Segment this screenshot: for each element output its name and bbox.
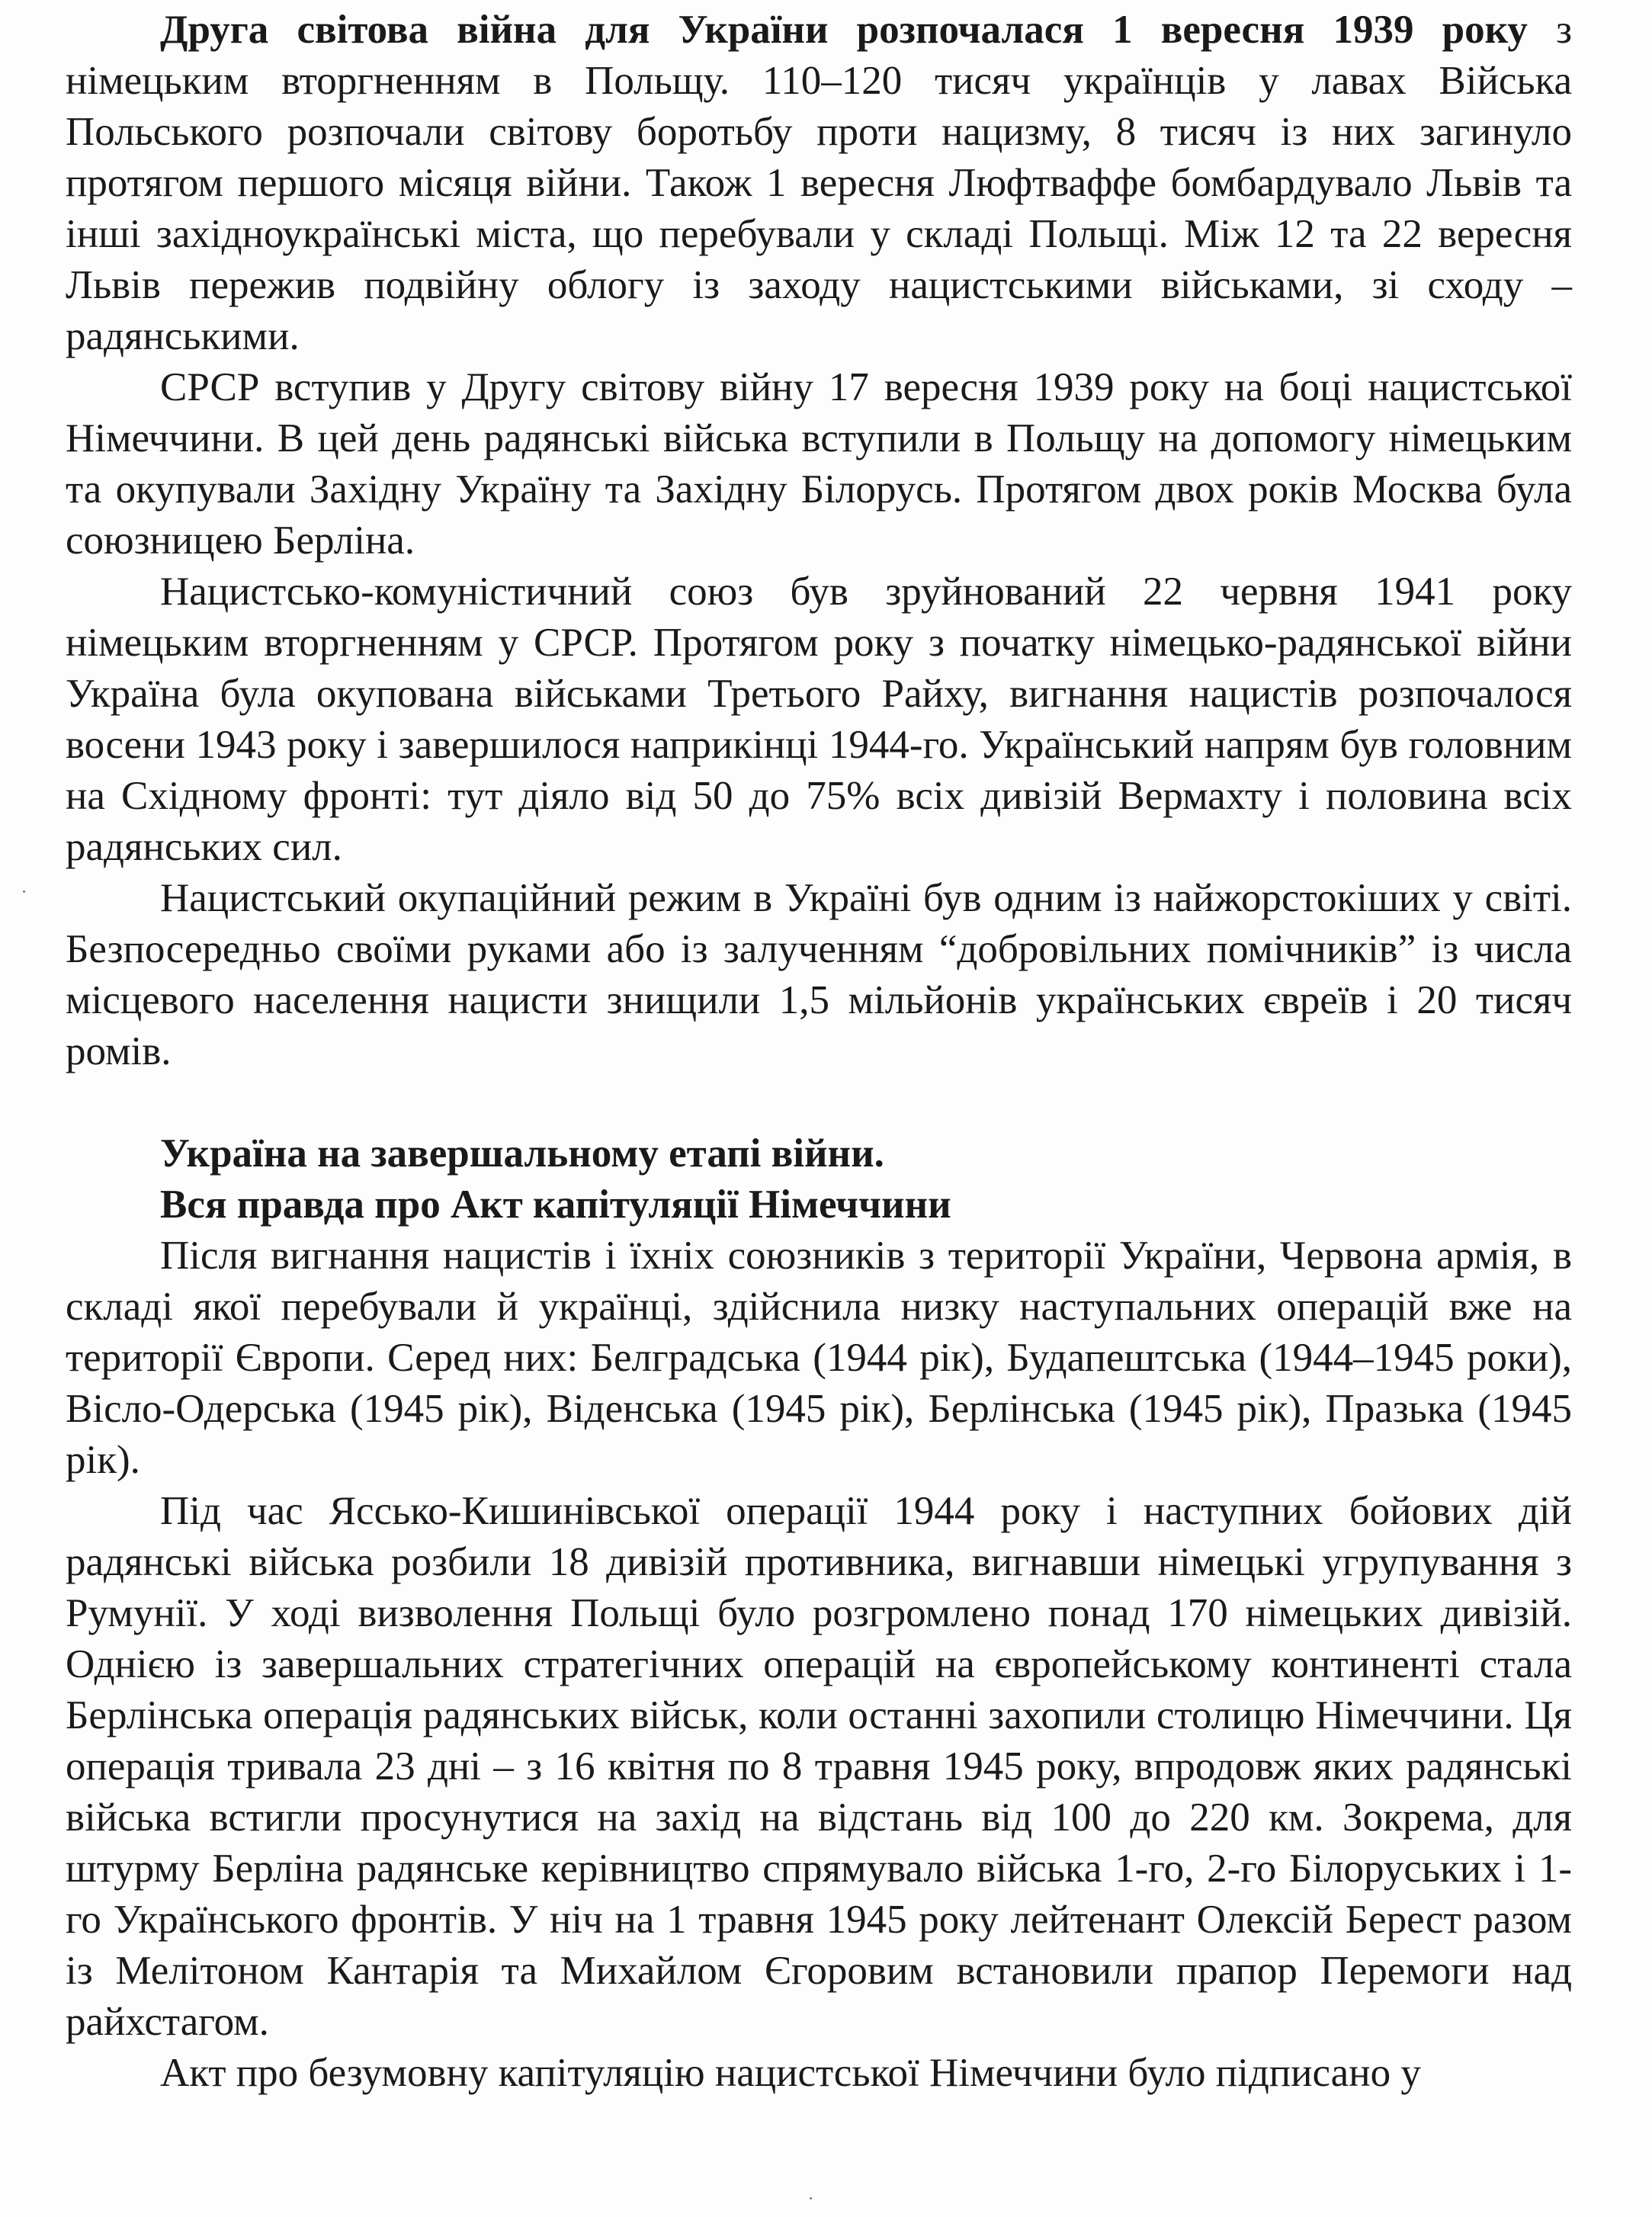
paragraph-text: з німецьким вторгненням в Польщу. 110–120 тисяч українців у лавах Війська Польського розпочали світову боротьбу проти нацизму, 8 тисяч із них загинуло протягом першого місяця війни. Також 1 вересня Люфтваффе бомбардувало Львів та інші західноукраїнські міста, що перебували у складі Польщі. Між 12 та 22 вересня Львів пережив подвійну облогу із заходу нацистськими військами, зі сходу – радянськими. [66, 8, 1572, 358]
paragraph-lead-bold: Друга світова війна для України розпочалася 1 вересня 1939 року [160, 8, 1528, 52]
paragraph-ussr-entry: СРСР вступив у Другу світову війну 17 вересня 1939 року на боці нацистської Німеччини. В цей день радянські війська вступили в Польщу на допомогу німецьким та окупували Західну Україну та Західну Білорусь. Протягом двох років Москва була союзницею Берліна. [66, 365, 1572, 563]
section-heading-line-2: Вся правда про Акт капітуляції Німеччини [160, 1182, 951, 1227]
scan-speck [810, 2197, 812, 2199]
paragraph-ww2-start [66, 5, 1572, 362]
paragraph-berlin-operation: Під час Яссько-Кишинівської операції 1944 року і наступних бойових дій радянські війська розбили 18 дивізій противника, вигнавши німецькі угрупування з Румунії. У ході визволення Польщі було розгромлено понад 170 німецьких дивізій. Однією із завершальних стратегічних операцій на європейському континенті стала Берлінська операція радянських військ, коли останні захопили столицю Німеччини. Ця операція тривала 23 дні – з 16 квітня по 8 травня 1945 року, впродовж яких радянські війська встигли просунутися на захід на відстань від 100 до 220 км. Зокрема, для штурму Берліна радянське керівництво спрямувало війська 1-го, 2-го Білоруських і 1-го Українського фронтів. У ніч на 1 травня 1945 року лейтенант Олексій Берест разом із Мелітоном Кантарія та Михайлом Єгоровим встановили прапор Перемоги над райхстагом. [66, 1489, 1572, 2044]
document-body [66, 5, 1572, 2099]
paragraph-nazi-communist-union: Нацистсько-комуністичний союз був зруйнований 22 червня 1941 року німецьким вторгненням у СРСР. Протягом року з початку німецько-радянської війни Україна була окупована військами Третього Райху, вигнання нацистів розпочалося восени 1943 року і завершилося наприкінці 1944-го. Український напрям був головним на Східному фронті: тут діяло від 50 до 75% всіх дивізій Вермахту і половина всіх радянських сил. [66, 569, 1572, 869]
paragraph-european-operations: Після вигнання нацистів і їхніх союзників з території України, Червона армія, в складі якої перебували й українці, здійснила низку наступальних операцій вже на території Європи. Серед них: Белградська (1944 рік), Будапештська (1944–1945 роки), Вісло-Одерська (1945 рік), Віденська (1945 рік), Берлінська (1945 рік), Празька (1945 рік). [66, 1234, 1572, 1482]
paragraph-occupation-regime: Нацистський окупаційний режим в Україні був одним із найжорстокіших у світі. Безпосередньо своїми руками або із залученням “добровільних помічників” із числа місцевого населення нацисти знищили 1,5 мільйонів українських євреїв і 20 тисяч ромів. [66, 876, 1572, 1073]
scan-speck [23, 890, 25, 893]
section-spacer [66, 1077, 1572, 1128]
paragraph-capitulation-act: Акт про безумовну капітуляцію нацистської Німеччини було підписано у [160, 2051, 1421, 2095]
section-heading-line-1: Україна на завершальному етапі війни. [160, 1131, 884, 1176]
